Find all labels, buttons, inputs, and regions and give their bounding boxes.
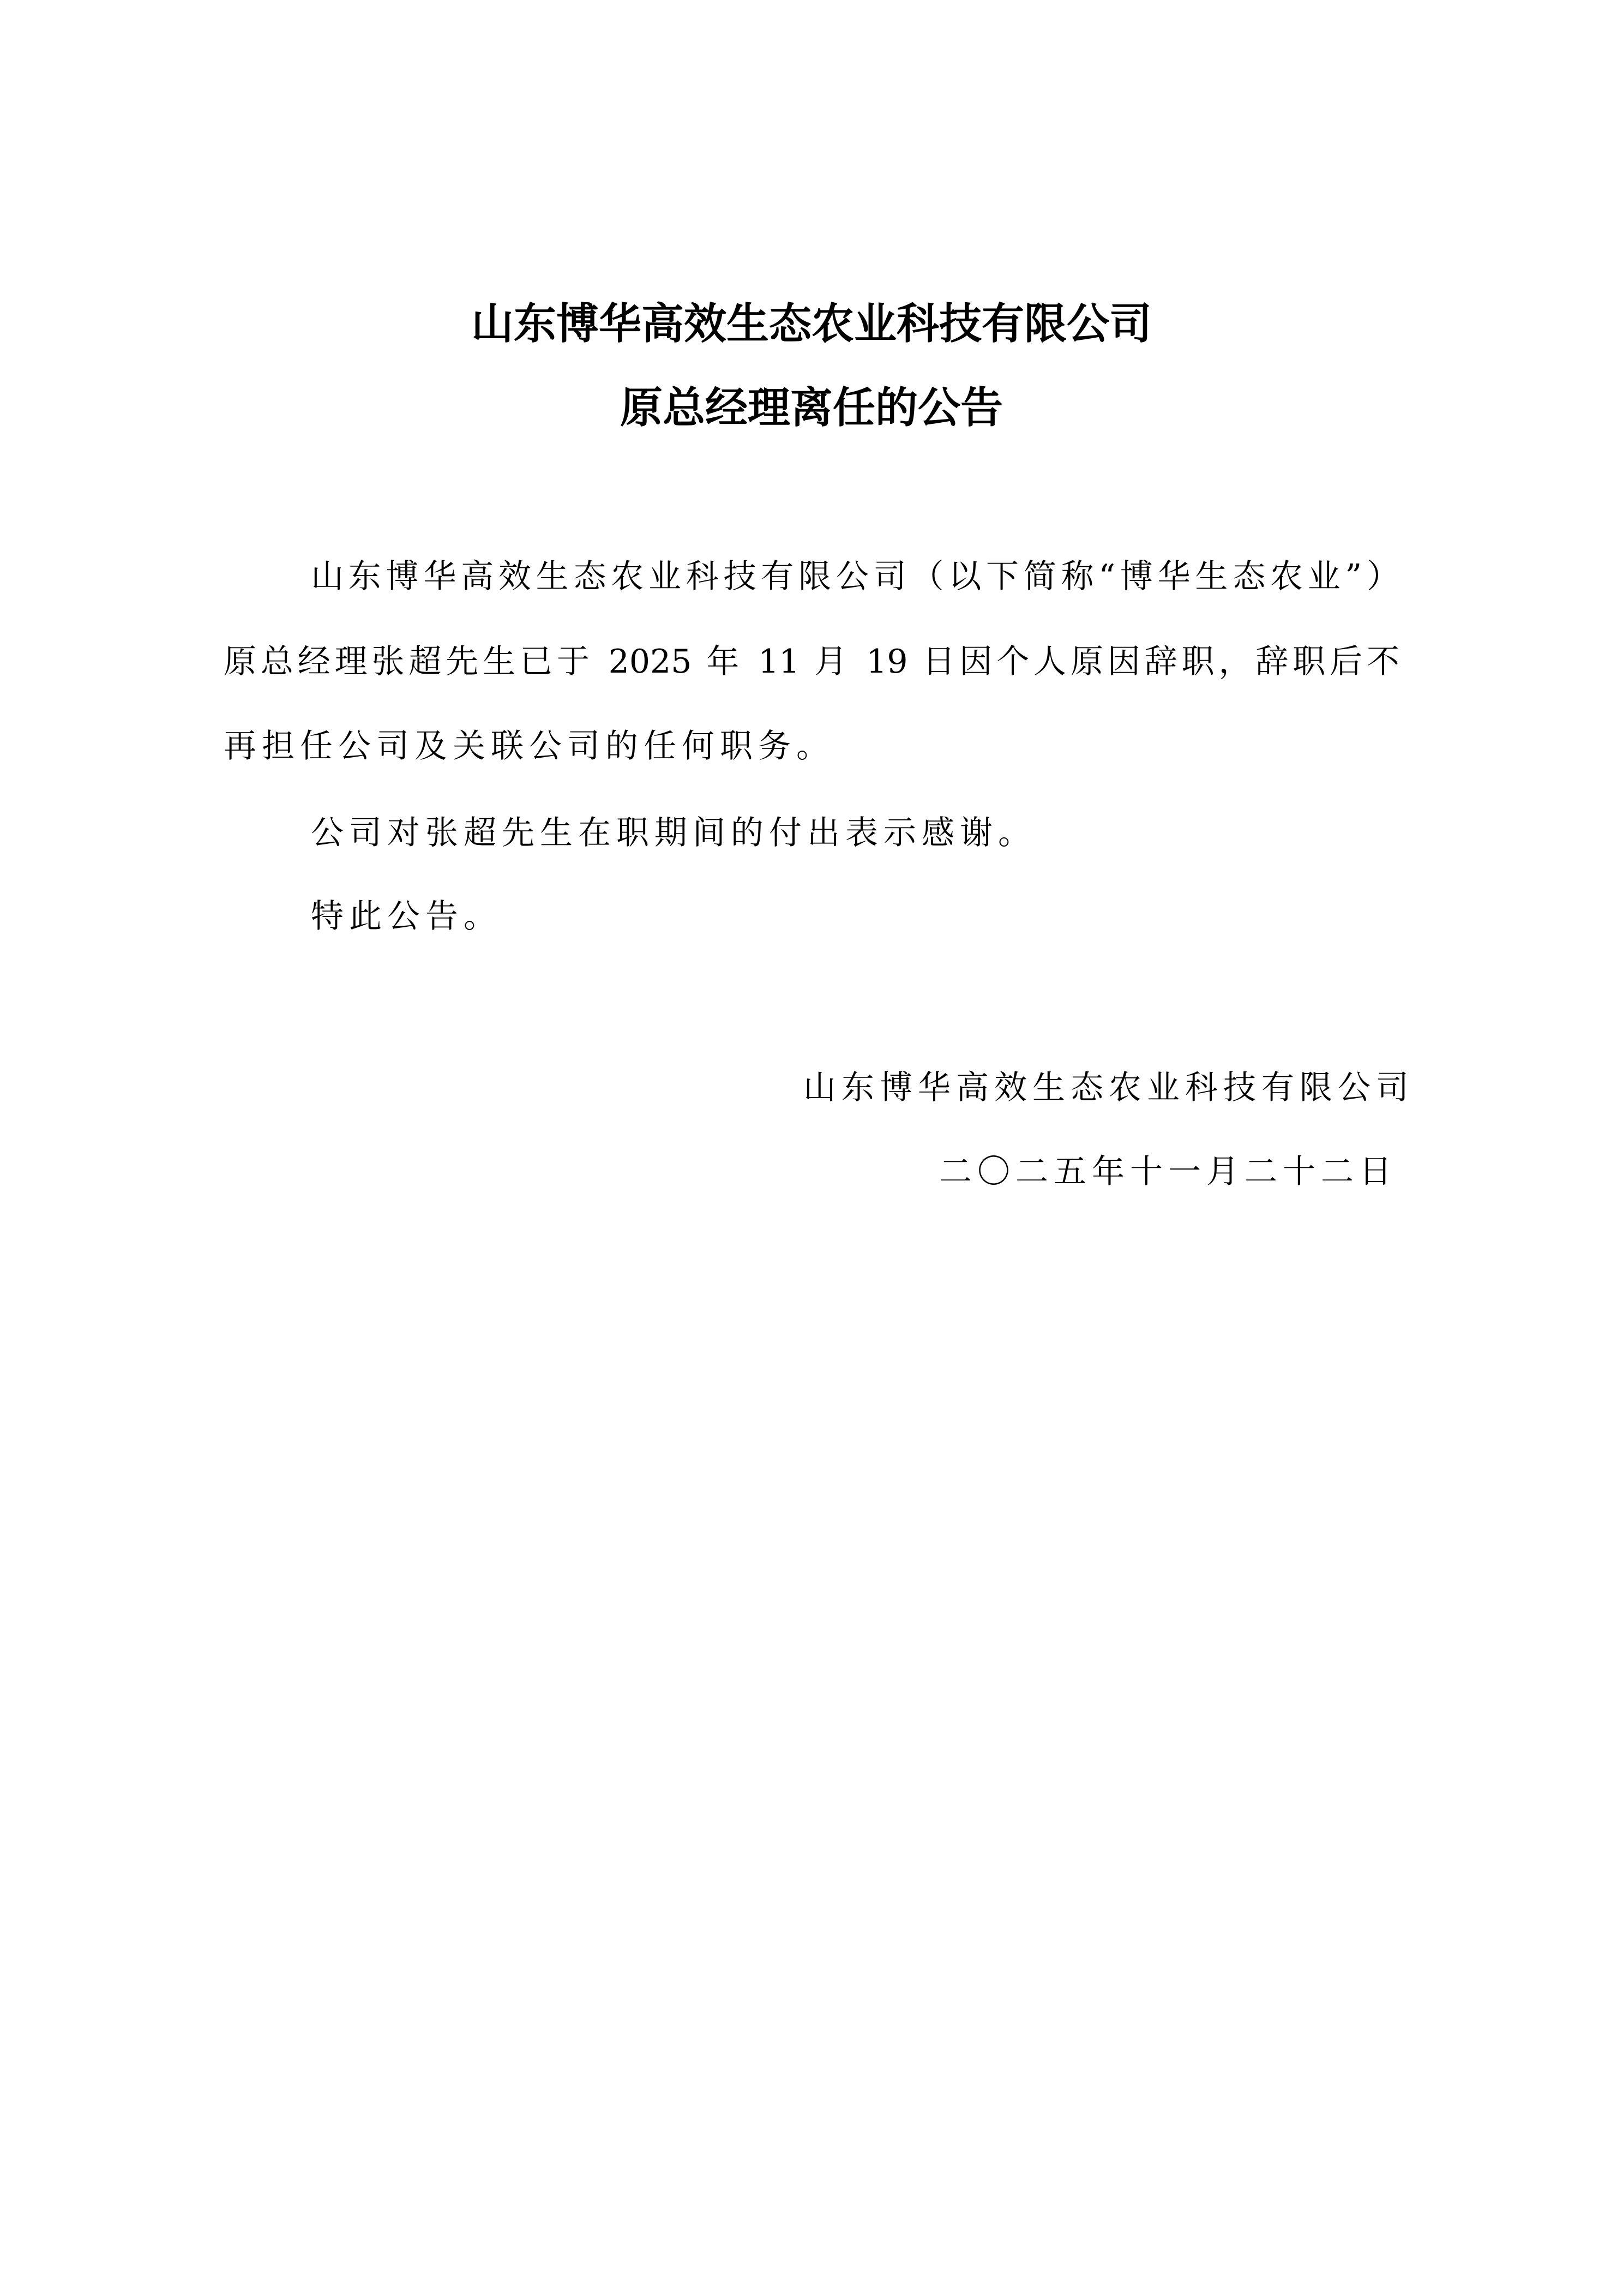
body-paragraph2-line1: 公司对张超先生在职期间的付出表示感谢。 [311,814,1036,852]
signature-date: 二〇二五年十一月二十二日 [939,1153,1397,1191]
body-paragraph3-line1: 特此公告。 [311,897,502,936]
document-title-subject: 原总经理离任的公告 [620,383,1003,433]
document-title-company: 山东博华高效生态农业科技有限公司 [471,299,1152,349]
body-paragraph1-line1: 山东博华高效生态农业科技有限公司（以下简称“博华生态农业”） [311,557,1399,596]
signature-company-name: 山东博华高效生态农业科技有限公司 [803,1069,1414,1107]
body-paragraph1-line2: 原总经理张超先生已于 2025 年 11 月 19 日因个人原因辞职，辞职后不 [224,643,1399,681]
body-paragraph1-line3: 再担任公司及关联公司的任何职务。 [224,727,834,765]
